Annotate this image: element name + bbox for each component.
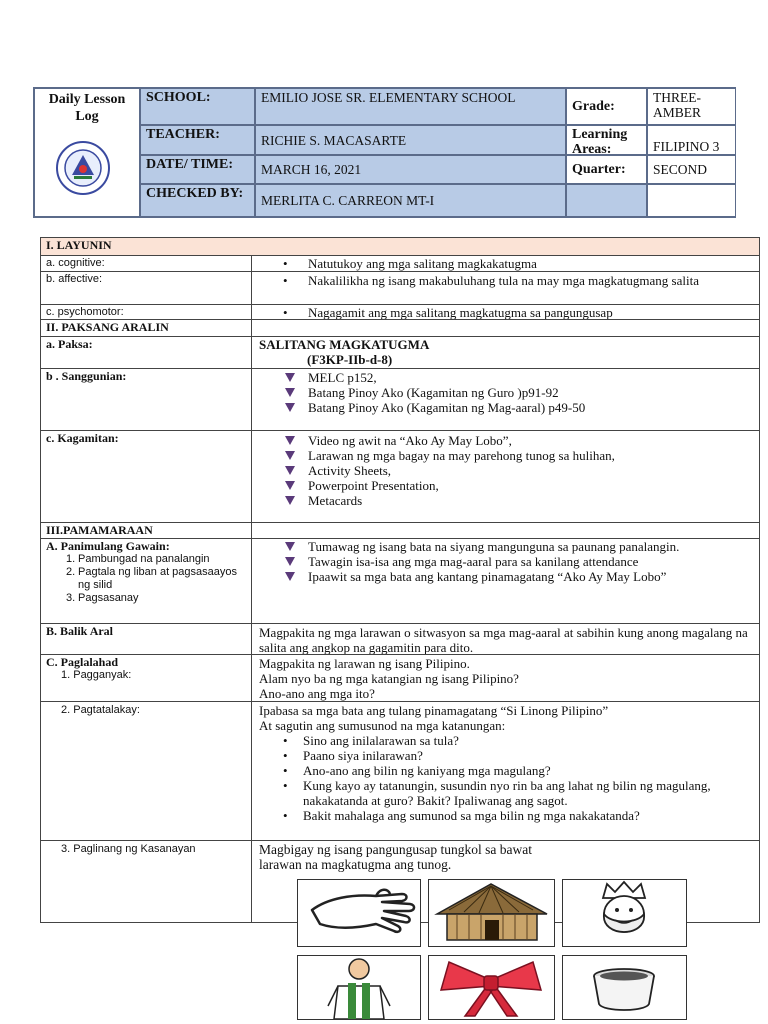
paksang-title: II. PAKSANG ARALIN [41, 320, 252, 336]
table-row [41, 623, 759, 654]
list-item: 2. Pagtala ng liban at pagsasaayos ng silid [66, 566, 238, 591]
table-row [41, 255, 759, 271]
list-item: Batang Pinoy Ako (Kagamitan ng Mag-aaral) p49-50 [253, 400, 759, 415]
pagganyak-line: Ano-ano ang mga ito? [259, 686, 375, 701]
ribbon-icon [429, 956, 554, 1019]
psychomotor-objective: • Nagagamit ang mga salitang magkatugma sa pangungusap [253, 305, 759, 320]
pagganyak-line: Alam nyo ba ng mga katangian ng isang Pilipino? [259, 671, 519, 686]
empty-cell [566, 184, 647, 217]
list-item: 3. Pagsasanay [66, 592, 139, 604]
table-row [41, 336, 759, 368]
list-item: • Sino ang inilalarawan sa tula? [253, 733, 753, 748]
list-item: • Paano siya inilarawan? [253, 748, 753, 763]
lesson-log-header [33, 87, 736, 218]
list-item: • Kung kayo ay tatanungin, susundin nyo rin ba ang lahat ng bilin ng magulang, nakakatanda at guro? Bakit? Ipaliwanag ang sagot. [253, 778, 753, 808]
list-item: 1. Pambungad na panalangin [66, 553, 210, 565]
quarter-label: Quarter: [566, 155, 647, 184]
deped-seal-icon [56, 141, 110, 195]
kagamitan-label: c. Kagamitan: [41, 431, 252, 522]
paglinang-line: larawan na magkatugma ang tunog. [259, 857, 452, 872]
list-item: • Ano-ano ang bilin ng kaniyang mga magulang? [253, 763, 753, 778]
pagtatalakay-intro: At sagutin ang sumusunod na mga katanungan: [259, 718, 506, 733]
balik-aral-label: B. Balik Aral [41, 624, 252, 654]
panimula-label: A. Panimulang Gawain: [46, 539, 170, 553]
cognitive-label: a. cognitive: [41, 256, 252, 271]
table-row [41, 701, 759, 840]
school-value: EMILIO JOSE SR. ELEMENTARY SCHOOL [255, 88, 566, 125]
pagtatalakay-label: 2. Pagtatalakay: [41, 702, 252, 840]
lesson-plan-table [40, 237, 760, 923]
pagganyak-label: 1. Pagganyak: [61, 669, 132, 681]
paksa-title: SALITANG MAGKATUGMA [259, 337, 430, 352]
table-row [41, 368, 759, 430]
dll-title: Daily Lesson Log [48, 92, 126, 124]
quarter-value: SECOND [647, 155, 736, 184]
pot-icon [563, 956, 686, 1019]
list-item: Tawagin isa-isa ang mga mag-aaral para sa kanilang attendance [253, 554, 759, 569]
pagtatalakay-intro: Ipabasa sa mga bata ang tulang pinamagatang “Si Linong Pilipino” [259, 703, 609, 718]
table-row [41, 654, 759, 701]
table-row [41, 538, 759, 623]
hand-picture [297, 879, 421, 947]
nipa-hut-icon [429, 880, 554, 946]
affective-label: b. affective: [41, 272, 252, 304]
cognitive-objective: • Natutukoy ang mga salitang magkakatugma [253, 256, 759, 271]
list-item: Activity Sheets, [253, 463, 759, 478]
hand-icon [298, 880, 420, 946]
list-item: Ipaawit sa mga bata ang kantang pinamagatang “Ako Ay May Lobo” [253, 569, 759, 584]
layunin-title: I. LAYUNIN [46, 238, 112, 252]
table-row [41, 304, 759, 319]
learning-areas-label: Learning Areas: [566, 125, 647, 155]
list-item: • Bakit mahalaga ang sumunod sa mga bilin ng mga nakakatanda? [253, 808, 753, 823]
paglalahad-label: C. Paglalahad [46, 655, 119, 669]
table-row [41, 430, 759, 522]
affective-objective: • Nakalilikha ng isang makabuluhang tula na may mga magkatugmang salita [253, 273, 759, 288]
table-row [41, 271, 759, 304]
king-icon [563, 880, 686, 946]
psychomotor-label: c. psychomotor: [41, 305, 252, 319]
grade-label: Grade: [566, 88, 647, 125]
balik-aral-text: Magpakita ng mga larawan o sitwasyon sa mga mag-aaral at sabihin kung anong magalang na salita ang angkop na gagamitin para dito. [259, 625, 748, 655]
list-item: Larawan ng mga bagay na may parehong tunog sa hulihan, [253, 448, 759, 463]
list-item: Powerpoint Presentation, [253, 478, 759, 493]
teacher-value: RICHIE S. MACASARTE [255, 125, 566, 155]
logo-cell [34, 88, 140, 217]
checked-by-label: CHECKED BY: [140, 184, 255, 217]
list-item: Video ng awit na “Ako Ay May Lobo”, [253, 433, 759, 448]
paksa-code: (F3KP-IIb-d-8) [307, 352, 393, 367]
pamamaraan-header-row [41, 522, 759, 538]
layunin-header-row [41, 238, 759, 255]
sanggunian-label: b . Sanggunian: [41, 369, 252, 430]
paglinang-line: Magbigay ng isang pangungusap tungkol sa bawat [259, 842, 532, 857]
ribbon-picture [428, 955, 555, 1020]
pagganyak-line: Magpakita ng larawan ng isang Pilipino. [259, 656, 470, 671]
school-label: SCHOOL: [140, 88, 255, 125]
grade-value: THREE-AMBER [647, 88, 736, 125]
pamamaraan-title: III.PAMAMARAAN [41, 523, 252, 538]
paksang-header-row [41, 319, 759, 336]
checked-by-value: MERLITA C. CARREON MT-I [255, 184, 566, 217]
empty-cell [647, 184, 736, 217]
list-item: Tumawag ng isang bata na siyang mangunguna sa paunang panalangin. [253, 539, 759, 554]
date-time-value: MARCH 16, 2021 [255, 155, 566, 184]
learning-areas-value: FILIPINO 3 [647, 125, 736, 155]
nipa-hut-picture [428, 879, 555, 947]
list-item: Batang Pinoy Ako (Kagamitan ng Guro )p91-92 [253, 385, 759, 400]
paglinang-label: 3. Paglinang ng Kasanayan [41, 841, 252, 923]
priest-picture [297, 955, 421, 1020]
paksa-label: a. Paksa: [41, 337, 252, 368]
pot-picture [562, 955, 687, 1020]
list-item: MELC p152, [253, 370, 759, 385]
priest-icon [298, 956, 420, 1019]
list-item: Metacards [253, 493, 759, 508]
date-time-label: DATE/ TIME: [140, 155, 255, 184]
teacher-label: TEACHER: [140, 125, 255, 155]
king-picture [562, 879, 687, 947]
